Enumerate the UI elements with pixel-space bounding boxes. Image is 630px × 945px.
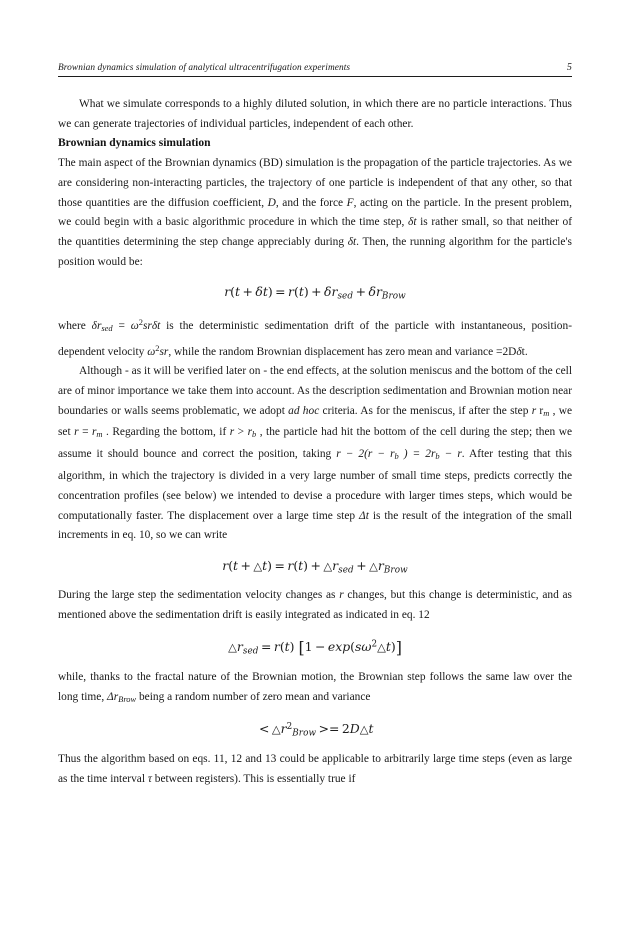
eq12-r2: r [273, 638, 280, 654]
symbol-sup-2-a: 2 [138, 316, 143, 327]
symbol-r-step: r [531, 404, 537, 417]
eq11-triangle-3: △ [369, 559, 378, 574]
para6-seg-a: while, thanks to the fractal nature of the Brownian motion, the Brownian step follows the same law over the long time, [58, 670, 572, 703]
para3-seg-b: = [112, 319, 131, 332]
symbol-sub-b-2: b [394, 451, 399, 462]
eq10-lp: ( [230, 284, 235, 300]
para4-gt: > [234, 426, 248, 439]
eq12-lp: ( [279, 638, 285, 654]
symbol-sub-sed: sed [101, 322, 113, 333]
eq12-triangle-1: △ [228, 639, 237, 654]
eq10-t: t [234, 284, 240, 300]
header-rule [58, 76, 572, 77]
para6-seg-b: being a random number of zero mean and variance [136, 690, 371, 703]
symbol-F: F [346, 196, 354, 209]
para4-seg-a: Although - as it will be verified later on - the end effects, at the solution meniscus and the bottom of the cell are of minor importance we take them into account. As the description sedimentation and Brownian motion near boundaries or walls seems problematic, we adopt [58, 365, 572, 417]
para2-seg-e: . Then, the running algorithm for the particle's position would be: [58, 235, 572, 268]
eq11-sub-sed: sed [338, 565, 354, 576]
paragraph-intro-text: What we simulate corresponds to a highly diluted solution, in which there are no particle interactions. Thus we can generate trajectories of individual particles, independent of each other. [58, 98, 572, 130]
eq10-r: r [224, 284, 231, 300]
eq11-plus-3: + [356, 558, 367, 574]
symbol-sub-b-3: b [435, 451, 440, 462]
symbol-delta-r: δr [91, 319, 102, 332]
symbol-r-upright: r [539, 404, 544, 417]
eq12-one: 1 [304, 638, 313, 654]
para7-seg-a: Thus the algorithm based on eqs. 11, 12 and 13 could be applicable to arbitrarily large time steps (even as large as the time interval [58, 752, 572, 785]
symbol-r-b: r [247, 426, 253, 439]
eq11-sub-brow: Brow [383, 565, 408, 576]
symbol-delta-r-brow: Δr [107, 690, 119, 703]
para4-seg-f: . After testing that this algorithm, in which the trajectory is divided in a very large number of small time steps, predicts correctly the concentration profiles (see below) we intended to devise a procedure with larger times steps, which would be computationally faster. The displacement over a large time step [58, 448, 572, 522]
eq12-lbracket: [ [298, 637, 305, 657]
symbol-delta-t-1: δt [408, 216, 417, 229]
para2-seg-d: is rather small, so that neither of the quantities determining the step change appreciably during [58, 216, 572, 248]
eq11-r4: r [377, 558, 384, 574]
para3-seg-c: is the deterministic sedimentation drift of the particle with instantaneous, position-dependent velocity [58, 319, 572, 358]
eq12-rbracket: ] [395, 637, 402, 657]
eq11-triangle-1: △ [253, 559, 263, 574]
symbol-delta-T: Δt [359, 509, 369, 522]
phrase-ad-hoc: ad hoc [288, 404, 320, 417]
eq13-t: t [368, 721, 374, 737]
eq10-dr-1: δr [324, 284, 338, 300]
symbol-sr: sr [159, 345, 169, 358]
expr-bounce-1: r − 2(r − r [336, 448, 395, 461]
eq13-gte: >= [318, 721, 340, 737]
symbol-r-changes: r [339, 589, 344, 602]
section-heading: Brownian dynamics simulation [58, 137, 211, 150]
eq13-two: 2 [341, 721, 350, 737]
eq11-equals: = [274, 558, 285, 574]
paragraph-conclusion [58, 750, 572, 789]
eq12-t: t [284, 638, 290, 654]
eq12-equals: = [260, 638, 272, 654]
eq10-rp2: ) [303, 284, 309, 300]
eq12-exp: exp [327, 638, 351, 654]
eq13-D: D [349, 721, 360, 737]
eq12-sub-sed: sed [242, 646, 259, 657]
symbol-sub-b-1: b [252, 429, 257, 440]
eq11-t-b: t [262, 558, 268, 574]
paragraph-boundaries [58, 362, 572, 546]
para3-seg-d: , while the random Brownian displacement has zero mean and variance =2D [168, 345, 517, 358]
para5-seg-b: changes, but this change is deterministic, and as mentioned above the sedimentation drift is easily integrated as indicated in eq. 12 [58, 589, 572, 622]
symbol-r-gt: r [229, 426, 235, 439]
para5-seg-a: During the large step the sedimentation velocity changes as [58, 589, 340, 602]
symbol-D: D [267, 196, 276, 209]
para3-seg-a: where [58, 319, 92, 332]
page-content [58, 62, 572, 789]
expr-bounce-2: ) = 2r [398, 448, 436, 461]
eq12-triangle-2: △ [377, 639, 386, 654]
para7-seg-b: between registers). This is essentially true if [151, 772, 356, 785]
eq10-sub-sed: sed [337, 291, 354, 302]
para2-seg-c: , acting on the particle. In the present problem, we could begin with a basic algorithmic procedure in which the time step, [58, 196, 572, 229]
eq12-rp2: ) [390, 638, 396, 654]
para4-seg-b: criteria. As for the meniscus, if after the step [319, 404, 532, 417]
para4-seg-d: . Regarding the bottom, if [102, 426, 230, 439]
eq13-triangle-2: △ [359, 722, 369, 737]
eq12-r: r [236, 638, 243, 654]
symbol-tau: τ [147, 772, 152, 785]
eq10-dr-2: δr [368, 284, 382, 300]
para4-seg-c: , we set [58, 404, 572, 439]
eq10-sub-brow: Brow [381, 291, 406, 302]
symbol-sub-m-1: m [543, 407, 550, 418]
symbol-delta-t-2: δt [347, 235, 357, 248]
eq11-rp2: ) [303, 558, 308, 574]
eq10-t2: t [298, 284, 304, 300]
symbol-r-m: r [91, 426, 97, 439]
eq12-minus: − [315, 638, 326, 654]
eq11-rp: ) [267, 558, 272, 574]
paragraph-large-step [58, 586, 572, 625]
paragraph-brownian-step [58, 668, 572, 710]
para3-seg-e: t. [521, 345, 528, 358]
eq10-lp2: ( [293, 284, 299, 300]
eq10-plus-3: + [355, 284, 366, 300]
symbol-sup-2-b: 2 [155, 342, 160, 353]
eq12-s: s [355, 638, 362, 654]
eq13-sup-2: 2 [286, 722, 293, 733]
eq11-plus-2: + [310, 558, 321, 574]
eq11-lp2: ( [293, 558, 299, 574]
eq13-sub-brow: Brow [292, 728, 317, 739]
eq11-triangle-2: △ [323, 559, 333, 574]
para2-seg-b: , and the force [275, 196, 347, 209]
eq13-r: r [280, 721, 287, 737]
running-head [58, 62, 572, 76]
eq11-t: t [233, 558, 239, 574]
eq11-t2: t [298, 558, 304, 574]
equation-12 [58, 626, 572, 668]
eq11-lp: ( [228, 558, 234, 574]
eq12-t2: t [385, 638, 391, 654]
eq11-r2: r [287, 558, 294, 574]
eq10-r2: r [288, 284, 294, 300]
symbol-sub-m-2: m [96, 429, 103, 440]
symbol-delta: δ [516, 345, 522, 358]
running-head-title: Brownian dynamics simulation of analytical ultracentrifugation experiments [58, 63, 351, 73]
eq13-lt: < [259, 721, 270, 737]
eq12-rp: ) [289, 638, 295, 654]
symbol-omega-1: ω [130, 319, 139, 332]
paragraph-bd-main [58, 154, 572, 272]
expr-bounce-3: − r [439, 448, 462, 461]
eq11-plus-1: + [240, 558, 251, 574]
eq10-rp: ) [267, 284, 273, 300]
eq11-r3: r [332, 558, 339, 574]
equation-11 [58, 546, 572, 586]
eq12-lp2: ( [350, 638, 356, 654]
eq12-sup-2: 2 [371, 639, 378, 650]
equation-10 [58, 272, 572, 312]
para4-equals: = [78, 426, 92, 439]
symbol-r-set: r [74, 426, 79, 439]
eq10-plus-2: + [311, 284, 322, 300]
eq13-triangle-1: △ [271, 722, 281, 737]
eq10-plus-1: + [242, 284, 253, 300]
page-number: 5 [566, 62, 572, 73]
para2-seg-a: The main aspect of the Brownian dynamics (BD) simulation is the propagation of the particle trajectories. As we are considering non-interacting particles, the trajectory of one particle is independent of that any other, so that those quantities are the diffusion coefficient, [58, 157, 572, 209]
para4-seg-g: is the result of the integration of the small increments in eq. 10, so we can write [58, 509, 573, 542]
eq11-r: r [222, 558, 229, 574]
eq12-omega: ω [361, 638, 372, 654]
symbol-sub-brow: Brow [118, 693, 137, 704]
eq10-equals: = [275, 284, 286, 300]
paragraph-sed-drift [58, 313, 572, 362]
paragraph-intro [58, 95, 572, 134]
eq10-dt: δt [255, 284, 268, 300]
symbol-srdt: srδt [142, 319, 161, 332]
para4-seg-e: , the particle had hit the bottom of the cell during the step; then we assume it should bounce and correct the position, taking [58, 426, 572, 461]
equation-13 [58, 709, 572, 749]
symbol-omega-2: ω [147, 345, 156, 358]
